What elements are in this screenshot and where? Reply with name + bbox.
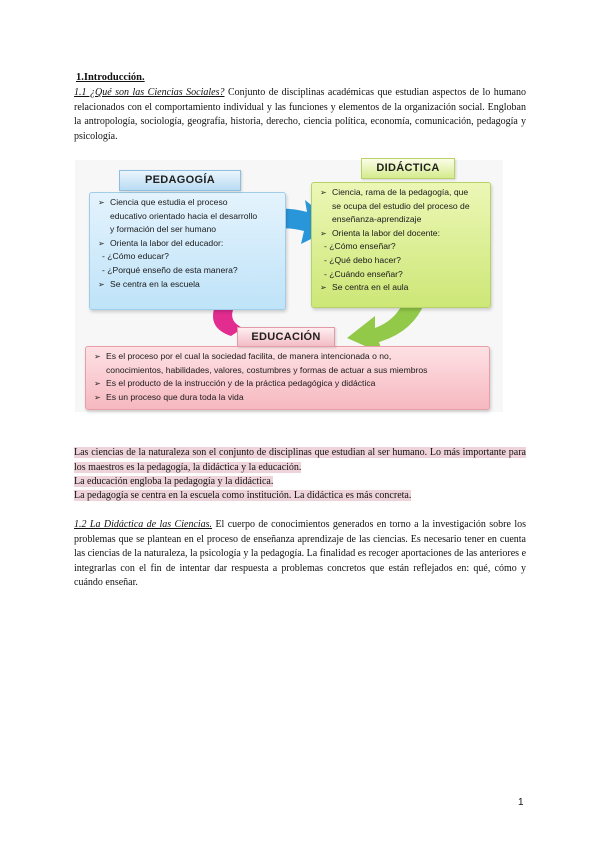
- highlighted-note-1: [74, 446, 526, 475]
- paragraph-text: El cuerpo de conocimientos generados en torno a la investigación sobre los problemas que se plantean en el proceso de enseñanza aprendizaje de las ciencias. Es necesario tener en cuenta las ciencias de la naturaleza, la psicología y la pedagogía. La finalidad es recoger aportaciones de las anteriores e integrarlas con el fin de intentar dar respuesta a problemas concretos que están reflejados en: qué, cómo y cuándo enseñar.: [74, 519, 527, 588]
- section-title: 1.Introducción.: [76, 72, 145, 83]
- list-item: y formación del ser humano: [110, 224, 217, 235]
- list-item: - ¿Cómo enseñar?: [324, 241, 396, 252]
- list-item: educativo orientado hacia el desarrollo: [110, 210, 258, 221]
- paragraph-ciencias-sociales: [74, 86, 526, 144]
- paragraph-didactica-ciencias: [74, 518, 526, 591]
- pedagogia-box: [89, 192, 286, 310]
- highlighted-text: Las ciencias de la naturaleza son el conjunto de disciplinas que estudian al ser humano. Lo más importante para los maestros es la pedagogía, la didáctica y la educación.: [74, 447, 526, 473]
- list-item: - ¿Qué debo hacer?: [324, 254, 401, 265]
- list-item: ➢ Se centra en la escuela: [98, 278, 281, 292]
- list-item: conocimientos, habilidades, valores, costumbres y formas de actuar a sus miembros: [106, 364, 428, 375]
- list-item: enseñanza-aprendizaje: [332, 214, 422, 225]
- subsection-title: 1.2 La Didáctica de las Ciencias.: [74, 519, 213, 530]
- list-item: ➢ Es un proceso que dura toda la vida: [94, 391, 485, 405]
- list-item: se ocupa del estudio del proceso de: [332, 200, 470, 211]
- paragraph-text: Conjunto de disciplinas académicas que estudian aspectos de lo humano relacionados con el comportamiento individual y las funciones y elementos de la organización social. Engloban la antropología, sociología, geografía, historia, derecho, ciencia política, economía, comunicación, pedagogía y psicología.: [74, 87, 526, 142]
- list-item: ➢ Ciencia, rama de la pedagogía, que: [320, 186, 486, 200]
- list-item: ➢ Es el proceso por el cual la sociedad facilita, de manera intencionada o no,: [94, 350, 485, 364]
- educacion-label: EDUCACIÓN: [237, 327, 335, 347]
- page-number: 1: [518, 797, 524, 808]
- list-item: - ¿Cuándo enseñar?: [324, 268, 403, 279]
- list-item: ➢ Orienta la labor del educador:: [98, 237, 281, 251]
- list-item: - ¿Cómo educar?: [102, 251, 169, 262]
- didactica-label: DIDÁCTICA: [361, 158, 455, 179]
- subsection-title: 1.1 ¿Qué son las Ciencias Sociales?: [74, 87, 225, 98]
- educacion-list: [86, 347, 489, 404]
- pedagogia-list: [90, 193, 285, 291]
- list-item: ➢ Es el producto de la instrucción y de la práctica pedagógica y didáctica: [94, 377, 485, 391]
- didactica-box: [311, 182, 491, 308]
- list-item: ➢ Orienta la labor del docente:: [320, 227, 486, 241]
- highlighted-text: La educación engloba la pedagogía y la didáctica.: [74, 476, 274, 487]
- concept-diagram: [75, 160, 503, 412]
- highlighted-note-2: [74, 475, 526, 490]
- list-item: - ¿Porqué enseño de esta manera?: [102, 264, 238, 275]
- educacion-box: [85, 346, 490, 410]
- list-item: ➢ Ciencia que estudia el proceso: [98, 196, 281, 210]
- list-item: ➢ Se centra en el aula: [320, 281, 486, 295]
- didactica-list: [312, 183, 490, 295]
- pedagogia-label: PEDAGOGÍA: [119, 170, 241, 191]
- highlighted-note-3: [74, 489, 526, 504]
- highlighted-text: La pedagogía se centra en la escuela como institución. La didáctica es más concreta.: [74, 490, 412, 501]
